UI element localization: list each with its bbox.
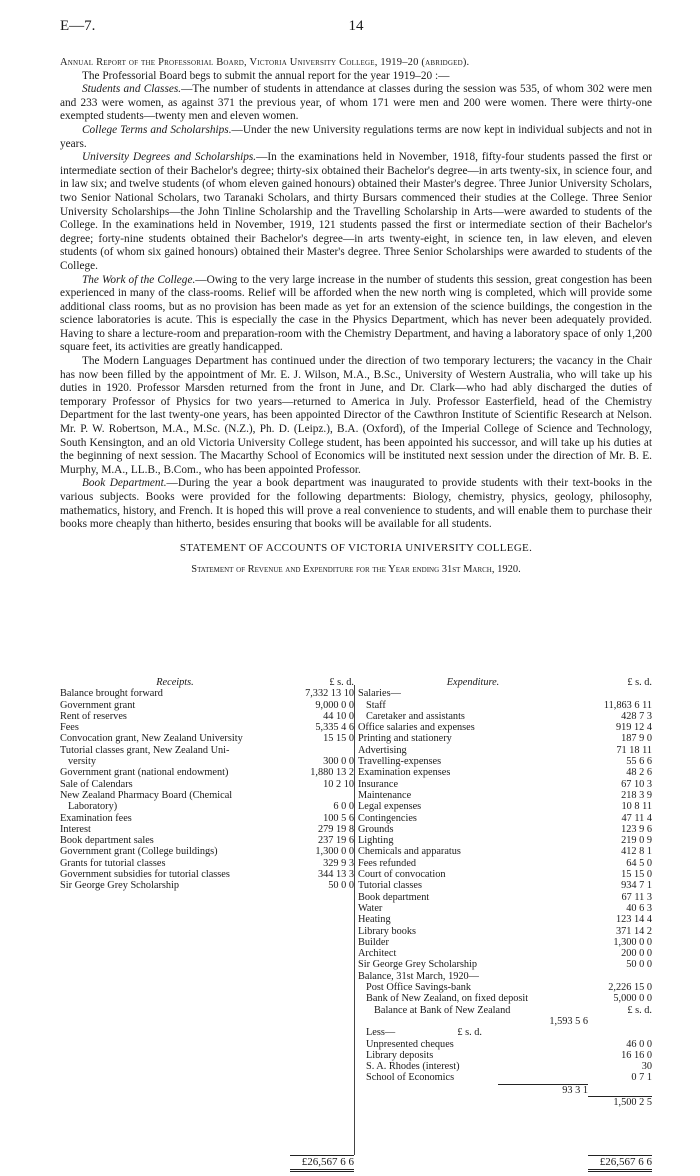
expenditure-amount: 919 12 4 (615, 722, 652, 734)
receipt-row (60, 722, 354, 733)
expenditure-label: Balance, 31st March, 1920— (358, 970, 479, 982)
expenditure-label: Printing and stationery (358, 733, 452, 745)
paragraph-heading: Book Department. (82, 477, 167, 490)
receipt-row (60, 745, 354, 756)
expenditure-row (358, 971, 652, 982)
report-body (60, 56, 652, 577)
statement-subheading: Statement of Revenue and Expenditure for the Year ending 31st March, 1920. (191, 564, 521, 576)
receipt-label: Sale of Calendars (60, 778, 133, 790)
receipt-amount: 50 0 0 (328, 880, 354, 892)
expenditure-total: £26,567 6 6 (588, 1155, 652, 1172)
expenditure-row (358, 903, 652, 914)
expenditure-amount: 67 10 3 (621, 778, 652, 790)
expenditure-list (358, 688, 652, 1004)
less-item-label: Unpresented cheques (366, 1038, 454, 1050)
expenditure-amount: 5,000 0 0 (613, 993, 652, 1005)
receipt-label: Sir George Grey Scholarship (60, 880, 180, 892)
expenditure-label: Builder (358, 936, 389, 948)
less-item-row (358, 1039, 652, 1050)
expenditure-amount: 428 7 3 (621, 710, 652, 722)
receipt-label: Examination fees (60, 812, 132, 824)
expenditure-amount: 50 0 0 (626, 959, 652, 971)
report-intro: The Professorial Board begs to submit the annual report for the year 1919–20 :— (82, 69, 450, 82)
paragraph-students: Students and Classes.—The number of students in attendance at classes during the session was 535, of whom 302 were men and 233 were women, as against 371 the previous year, of whom 171 were men and 200 were women. There were thirty-one exempted students—twenty men and eleven women. (60, 83, 652, 123)
receipt-row (60, 767, 354, 778)
receipt-row (60, 688, 354, 699)
expenditure-label: Travelling-expenses (358, 756, 442, 768)
expenditure-amount: 71 18 11 (616, 744, 652, 756)
expenditure-row (358, 779, 652, 790)
receipt-row (60, 700, 354, 711)
less-row: Less— £ s. d. (366, 1027, 482, 1039)
receipt-row (60, 779, 354, 790)
receipt-amount: 279 19 8 (317, 823, 354, 835)
receipt-amount: 5,335 4 6 (315, 722, 354, 734)
receipt-amount: 344 13 3 (317, 869, 354, 881)
expenditure-row (358, 790, 652, 801)
receipt-row (60, 846, 354, 857)
expenditure-amount: 219 0 9 (621, 835, 652, 847)
expenditure-label: Advertising (358, 744, 407, 756)
expenditure-amount: 10 8 11 (621, 801, 652, 813)
receipt-amount: 300 0 0 (323, 756, 354, 768)
expenditure-label: Grounds (358, 823, 394, 835)
expenditure-label: Sir George Grey Scholarship (358, 959, 478, 971)
expenditure-row (358, 733, 652, 744)
less-item-row (358, 1050, 652, 1061)
expenditure-row (358, 711, 652, 722)
paragraph-degrees: University Degrees and Scholarships.—In the examinations held in November, 1918, fifty-four students passed the first or intermediate section of their Bachelor's degree; thirty-six obtained their Bachelor's degree—in arts twenty-six, in science four, and in law six; and twelve students (of whom eleven gained honours) obtained their Master's degree. Three Junior University Scholars, two Senior National Scholars, two Taranaki Scholars, and thirty Bursars commenced their studies at the College. Three Senior University Scholarships—the John Tinline Scholarship and the Travelling Scholarship in Arts—were awarded to students of the College. In the examinations held in November, 1919, 121 students passed the first or intermediate section of their Bachelor's degree; forty-nine students obtained their Bachelor's degree—in arts twenty-eight, in science ten, in law eleven, and eleven students (of whom six gained honours) obtained their Master's degree. Three Senior Scholarships were awarded to students of the College. (60, 151, 652, 272)
receipt-label: Government grant (College buildings) (60, 846, 218, 858)
receipt-row (60, 711, 354, 722)
expenditure-label: Post Office Savings-bank (366, 982, 472, 994)
expenditure-amount: 47 11 4 (621, 812, 652, 824)
receipt-row (60, 733, 354, 744)
receipt-amount: 100 5 6 (323, 812, 354, 824)
receipt-label: Balance brought forward (60, 688, 163, 700)
paragraph-books: Book Department.—During the year a book department was inaugurated to provide students with their text-books in the various subjects. Books were provided for the following departments: Biology, chemistry, physics, geology, philosophy, mathematics, history, and French. It is hoped this will prove a real convenience to students, and will enable them to purchase their books more cheaply than hitherto, besides ensuring that books will be available for all students. (60, 477, 652, 531)
column-divider (354, 685, 355, 1155)
less-item-row (358, 1061, 652, 1072)
receipt-row (60, 869, 354, 880)
expenditure-column (358, 677, 652, 1108)
document-ref: E—7. (60, 18, 96, 34)
receipt-label: versity (68, 756, 97, 768)
less-item-amount: 46 0 0 (626, 1038, 652, 1050)
less-item-row (358, 1072, 652, 1083)
expenditure-amount: 1,300 0 0 (613, 936, 652, 948)
expenditure-amount: 67 11 3 (621, 891, 652, 903)
expenditure-amount: 40 6 3 (626, 902, 652, 914)
receipts-total: £26,567 6 6 (290, 1155, 354, 1172)
receipt-label: Government grant (national endowment) (60, 767, 229, 779)
receipt-amount: 237 19 6 (317, 835, 354, 847)
receipt-amount: 44 10 0 (323, 710, 354, 722)
expenditure-row (358, 700, 652, 711)
expenditure-label: Lighting (358, 835, 394, 847)
expenditure-label: Caretaker and assistants (366, 710, 465, 722)
expenditure-label: Examination expenses (358, 767, 451, 779)
expenditure-row (358, 982, 652, 993)
receipt-row (60, 756, 354, 767)
page-number: 14 (348, 18, 364, 34)
expenditure-row (358, 869, 652, 880)
paragraph-heading: University Degrees and Scholarships. (82, 151, 257, 164)
receipt-label: Tutorial classes grant, New Zealand Uni- (60, 744, 230, 756)
receipt-row (60, 824, 354, 835)
expenditure-row (358, 745, 652, 756)
less-list (358, 1039, 652, 1084)
receipt-label: Interest (60, 823, 91, 835)
receipt-label: Government subsidies for tutorial classes (60, 869, 230, 881)
expenditure-label: Court of convocation (358, 869, 446, 881)
receipt-label: Fees (60, 722, 79, 734)
paragraph-heading: The Work of the College. (82, 273, 196, 286)
paragraph-terms: College Terms and Scholarships.—Under the new University regulations terms are now kept in individual subjects and not in years. (60, 123, 652, 150)
receipt-amount: 329 9 3 (323, 857, 354, 869)
paragraph-work: The Work of the College.—Owing to the very large increase in the number of students this session, great congestion has been experienced in many of the class-rooms. Relief will be afforded when the new north wing is completed, which will provide some additional class rooms, but as no provision has been made as yet for an extension of the science buildings, the congestion in the science laboratories is acute. This is especially the case in the Physics Department, which has never been adequately provided. Having to share a lecture-room and preparation-room with the Chemistry Department, and having a laboratory space of only 1,200 square feet, its activities are greatly handicapped. (60, 273, 652, 354)
receipt-row (60, 790, 354, 801)
expenditure-label: Library books (358, 925, 417, 937)
receipt-amount: 6 0 0 (333, 801, 354, 813)
receipt-label: Laboratory) (68, 801, 118, 813)
receipts-header: Receipts. £ s. d. (156, 677, 354, 688)
less-total-row: 93 3 1 (358, 1084, 652, 1096)
expenditure-label: Heating (358, 914, 391, 926)
statement-heading: STATEMENT OF ACCOUNTS OF VICTORIA UNIVERSITY COLLEGE. (179, 541, 533, 554)
expenditure-label: Insurance (358, 778, 399, 790)
receipt-amount: 10 2 10 (323, 778, 354, 790)
page-header (60, 18, 652, 38)
less-item-amount: 0 7 1 (631, 1072, 652, 1084)
paragraph-heading: College Terms and Scholarships. (82, 123, 232, 136)
expenditure-label: Tutorial classes (358, 880, 422, 892)
bank-balance-row: Balance at Bank of New Zealand £ s. d. (374, 1004, 652, 1016)
expenditure-label: Office salaries and expenses (358, 722, 475, 734)
receipts-column (60, 677, 354, 892)
expenditure-label: Book department (358, 891, 430, 903)
expenditure-row (358, 914, 652, 925)
receipt-label: Government grant (60, 699, 136, 711)
receipt-row (60, 801, 354, 812)
expenditure-amount: 371 14 2 (615, 925, 652, 937)
receipt-label: Grants for tutorial classes (60, 857, 166, 869)
receipt-row (60, 835, 354, 846)
paragraph-staff: The Modern Languages Department has continued under the direction of two temporary lecturers; the vacancy in the Chair has now been filled by the appointment of Mr. E. J. Wilson, M.A., B.Sc., University of Western Australia, who will take up his duties in 1920. Professor Marsden returned from the front in June, and Dr. Clark—who had ably discharged the duties of temporary Professor of Physics for two years—returned to America in July. Professor Easterfield, head of the Chemistry Department for the last twenty-one years, has been appointed Director of the Cawthron Institute of Scientific Research at Nelson. Mr. P. W. Robertson, M.A., M.Sc. (N.Z.), Ph. D. (Leipz.), B.A. (Oxford), of the Imperial College of Science and Technology, South Kensington, and an old Victoria University College student, has been appointed his successor, and will take up his duties at the beginning of next session. The Macarthy School of Economics will be instituted next session under the direction of Mr. B. E. Murphy, M.A., LL.B., B.Com., who has been appointed Professor. (60, 355, 652, 476)
expenditure-row (358, 813, 652, 824)
expenditure-row (358, 688, 652, 699)
receipt-label: Rent of reserves (60, 710, 127, 722)
expenditure-amount: 123 9 6 (621, 823, 652, 835)
report-title: Annual Report of the Professorial Board, Victoria University College, 1919–20 (abridged). (60, 57, 470, 68)
expenditure-label: Chemicals and apparatus (358, 846, 461, 858)
expenditure-row (358, 722, 652, 733)
expenditure-amount: 218 3 9 (621, 789, 652, 801)
expenditure-label: Fees refunded (358, 857, 417, 869)
expenditure-label: Maintenance (358, 789, 412, 801)
expenditure-row (358, 948, 652, 959)
expenditure-amount: 934 7 1 (621, 880, 652, 892)
less-item-amount: 16 16 0 (621, 1049, 652, 1061)
expenditure-row (358, 937, 652, 948)
bank-balance-amount-row: 1,593 5 6 (549, 1015, 588, 1027)
receipt-row (60, 880, 354, 891)
expenditure-row (358, 993, 652, 1004)
expenditure-row (358, 756, 652, 767)
receipt-row (60, 858, 354, 869)
expenditure-label: Bank of New Zealand, on fixed deposit (366, 993, 529, 1005)
expenditure-amount: 123 14 4 (615, 914, 652, 926)
expenditure-row (358, 858, 652, 869)
expenditure-amount: 187 9 0 (621, 733, 652, 745)
receipt-label: Book department sales (60, 835, 154, 847)
receipts-list (60, 688, 354, 891)
expenditure-amount: 48 2 6 (626, 767, 652, 779)
expenditure-row (358, 824, 652, 835)
receipt-row (60, 813, 354, 824)
expenditure-label: Staff (366, 699, 386, 711)
expenditure-label: Contingencies (358, 812, 417, 824)
expenditure-amount: 412 8 1 (621, 846, 652, 858)
expenditure-amount: 11,863 6 11 (603, 699, 652, 711)
expenditure-row (358, 880, 652, 891)
less-item-label: School of Economics (366, 1072, 455, 1084)
receipt-amount: 9,000 0 0 (315, 699, 354, 711)
net-bank-row: 1,500 2 5 (358, 1096, 652, 1108)
receipt-label: Convocation grant, New Zealand University (60, 733, 243, 745)
expenditure-amount: 64 5 0 (626, 857, 652, 869)
expenditure-row (358, 835, 652, 846)
expenditure-row (358, 926, 652, 937)
receipt-amount: 1,300 0 0 (315, 846, 354, 858)
receipt-label: New Zealand Pharmacy Board (Chemical (60, 789, 233, 801)
less-item-amount: 30 (641, 1061, 652, 1073)
receipt-amount: 15 15 0 (323, 733, 354, 745)
expenditure-label: Water (358, 902, 383, 914)
less-item-label: Library deposits (366, 1049, 434, 1061)
less-item-label: S. A. Rhodes (interest) (366, 1061, 460, 1073)
expenditure-amount: 55 6 6 (626, 756, 652, 768)
expenditure-row (358, 767, 652, 778)
expenditure-header: Expenditure. £ s. d. (446, 677, 652, 688)
expenditure-label: Architect (358, 948, 397, 960)
expenditure-label: Legal expenses (358, 801, 422, 813)
expenditure-row (358, 959, 652, 970)
expenditure-label: Salaries— (358, 688, 401, 700)
expenditure-row (358, 892, 652, 903)
expenditure-amount: 200 0 0 (621, 948, 652, 960)
expenditure-amount: 15 15 0 (621, 869, 652, 881)
paragraph-heading: Students and Classes. (82, 83, 182, 96)
receipt-amount: 1,880 13 2 (310, 767, 354, 779)
expenditure-row (358, 846, 652, 857)
receipt-amount: 7,332 13 10 (305, 688, 354, 700)
expenditure-row (358, 801, 652, 812)
expenditure-amount: 2,226 15 0 (608, 982, 652, 994)
